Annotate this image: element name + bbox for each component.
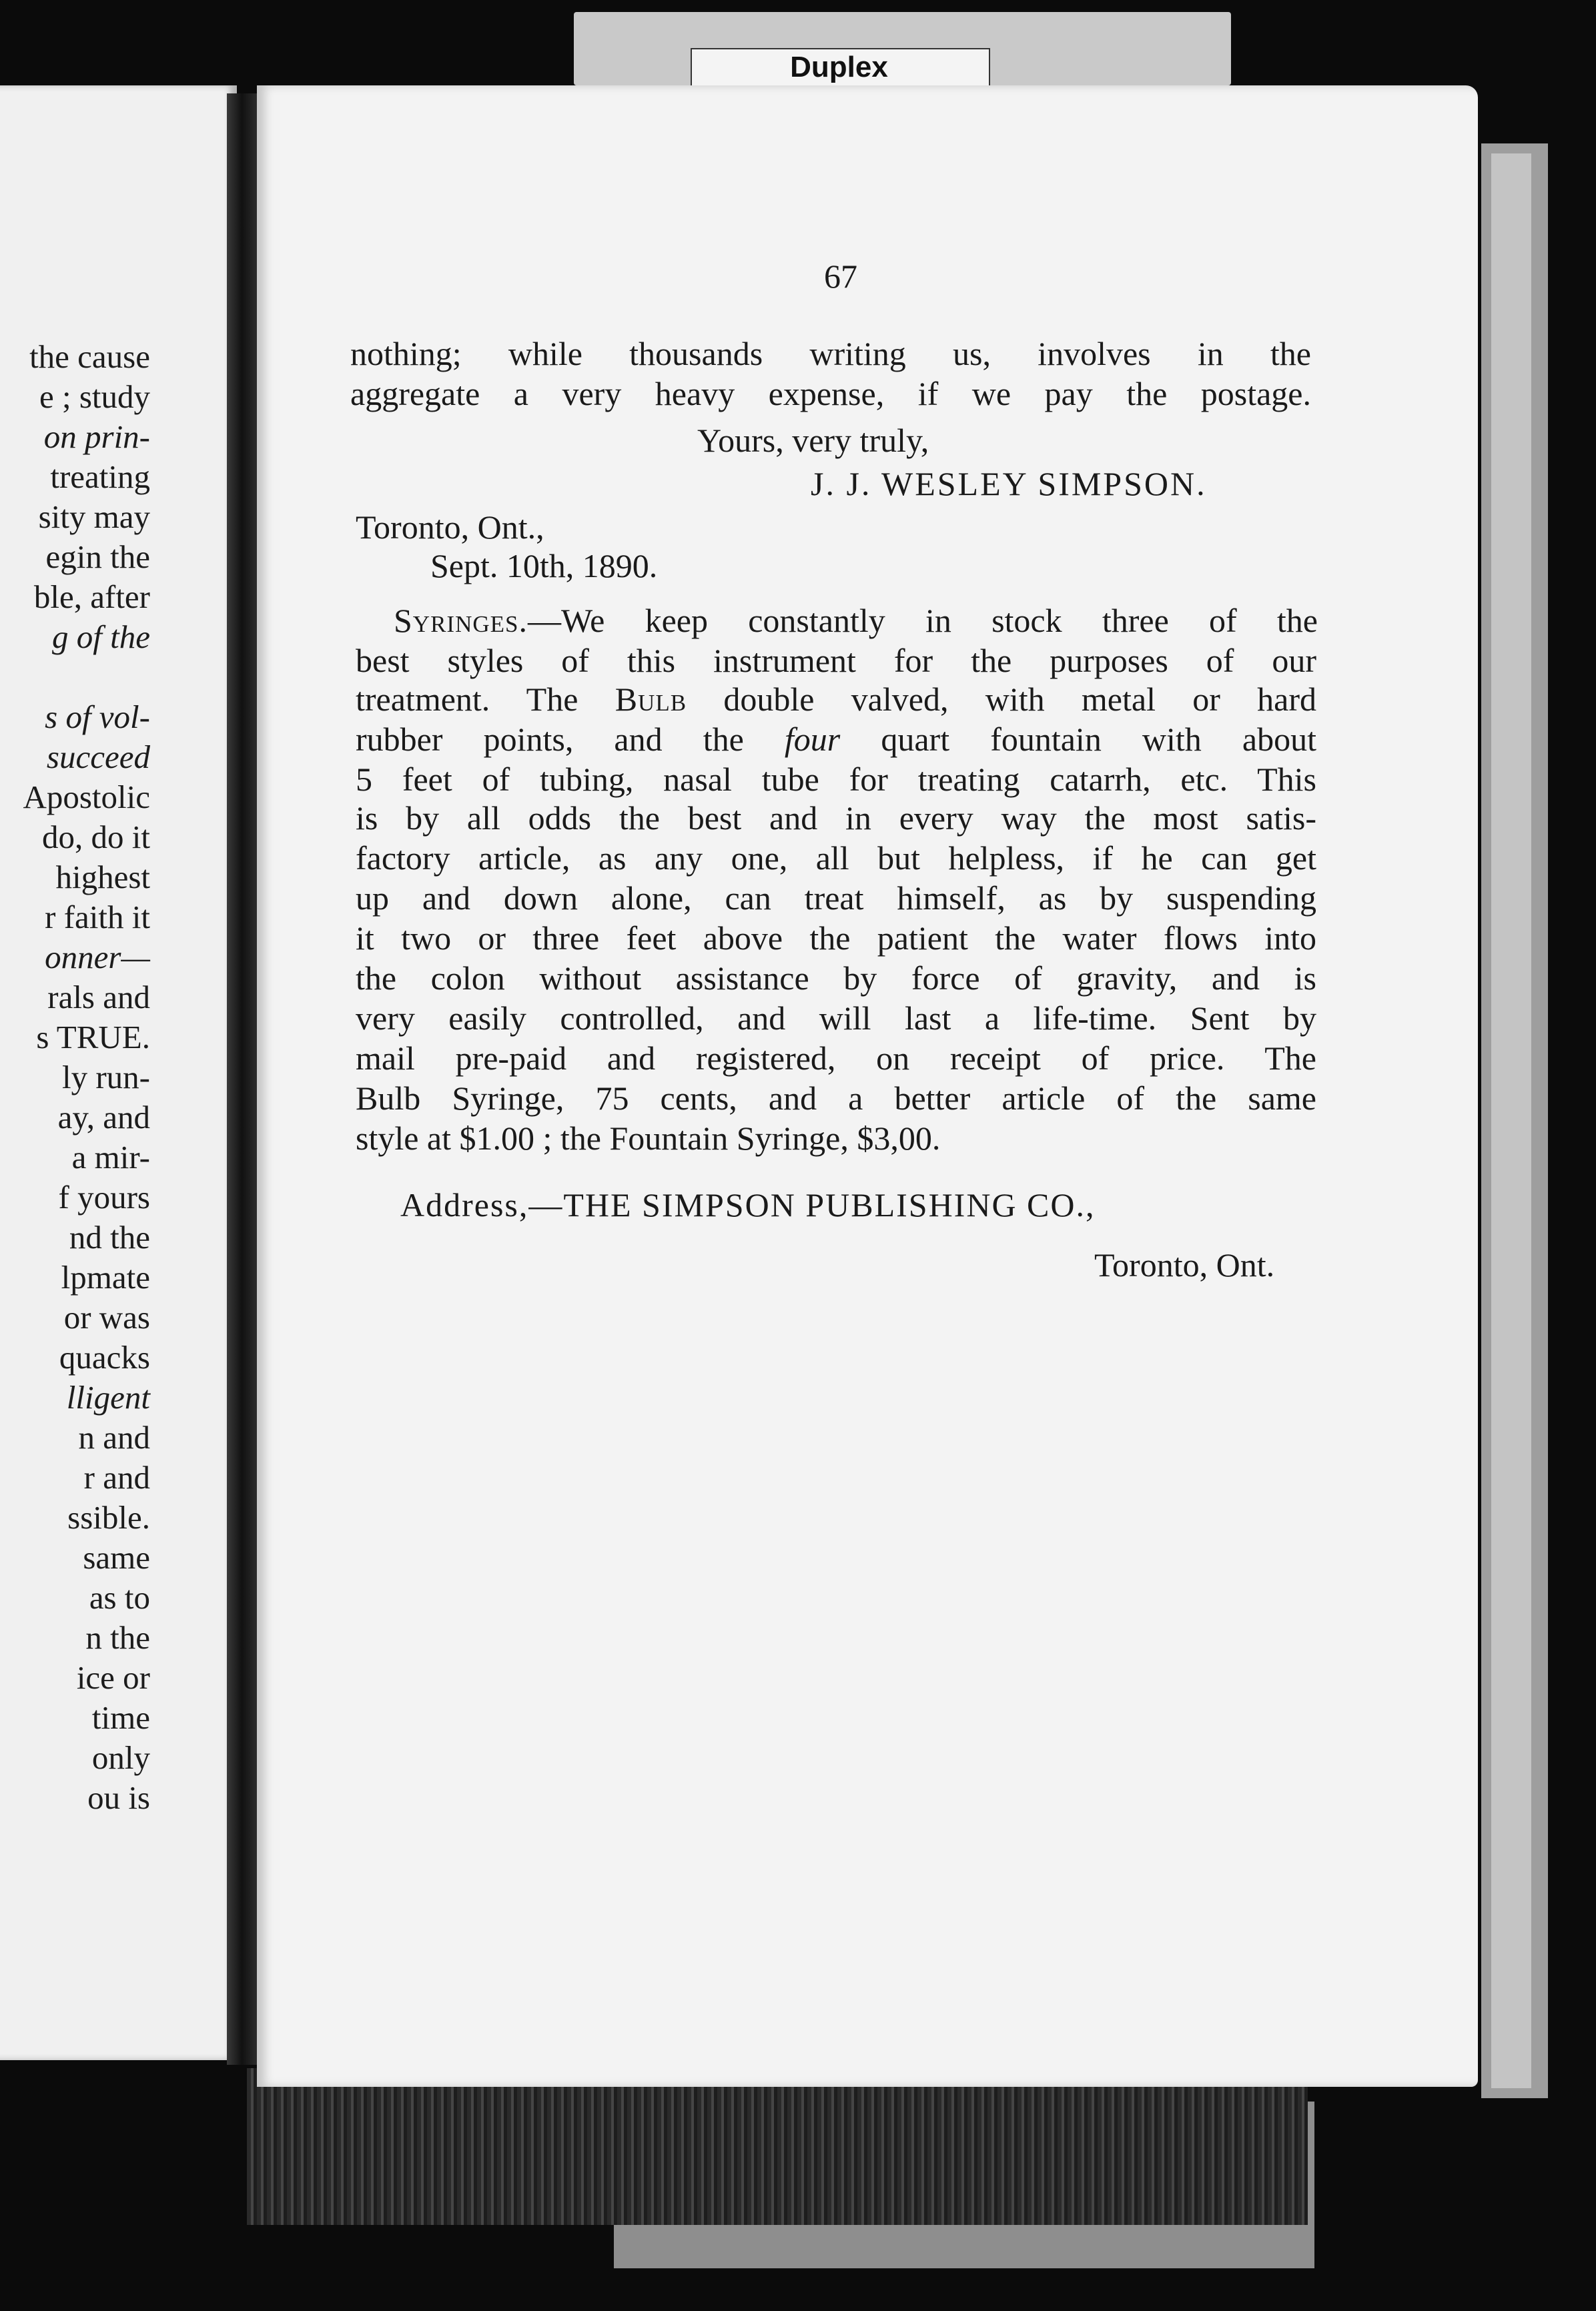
left-page-line: the cause — [29, 338, 150, 375]
left-page-line: succeed — [46, 739, 150, 775]
left-page-line: ay, and — [57, 1099, 150, 1135]
syringes-line-4: rubber points, and the four quart fountain with about — [356, 721, 1316, 758]
dateline-place: Toronto, Ont., — [356, 508, 544, 546]
left-page-line: highest — [55, 859, 150, 895]
left-page-line: quacks — [59, 1339, 150, 1376]
left-page-line: a mir- — [71, 1139, 150, 1176]
left-page-line: on prin- — [43, 418, 150, 455]
left-page-line: n the — [85, 1619, 150, 1656]
left-page-line: nd the — [69, 1219, 150, 1256]
left-page-line: r and — [83, 1459, 150, 1496]
syringes-line-5: 5 feet of tubing, nasal tube for treating catarrh, etc. This — [356, 761, 1316, 798]
left-page-line: as to — [89, 1579, 150, 1616]
left-page-line: do, do it — [42, 819, 150, 855]
syringes-line-3: treatment. The Bulb double valved, with metal or hard — [356, 680, 1317, 718]
left-page-line: only — [91, 1739, 150, 1776]
four-word: four — [784, 721, 841, 758]
syringes-line-12: mail pre-paid and registered, on receipt of price. The — [356, 1039, 1316, 1077]
left-page-text — [0, 337, 237, 1818]
book-gutter — [227, 93, 257, 2065]
left-page-line: Apostolic — [23, 779, 150, 815]
letter-line-2: aggregate a very heavy expense, if we pay the postage. — [350, 375, 1311, 412]
left-page-line: s TRUE. — [36, 1019, 150, 1055]
left-page-line: ly run- — [62, 1059, 150, 1095]
page-number: 67 — [824, 258, 857, 295]
bulb-word: Bulb — [615, 680, 687, 718]
left-page-line: g of the — [52, 618, 150, 655]
left-page-line: onner— — [45, 939, 150, 975]
left-page-line: lligent — [66, 1379, 150, 1416]
left-page-line: ou is — [87, 1779, 150, 1816]
left-page-line: time — [91, 1699, 150, 1736]
left-page-line: or was — [63, 1299, 150, 1336]
address-city: Toronto, Ont. — [1094, 1246, 1275, 1284]
left-page-line: ssible. — [67, 1499, 150, 1536]
left-page-line: r faith it — [45, 899, 150, 935]
left-page-line: ice or — [76, 1659, 150, 1696]
letter-salutation: Yours, very truly, — [697, 422, 929, 459]
left-page-line: treating — [50, 458, 150, 495]
syringes-heading: Syringes. — [394, 602, 528, 639]
syringes-line-9: it two or three feet above the patient the water flows into — [356, 919, 1316, 957]
syringes-line-14: style at $1.00 ; the Fountain Syringe, $3,00. — [356, 1119, 941, 1157]
address-line: Address,—THE SIMPSON PUBLISHING CO., — [400, 1186, 1096, 1224]
syringes-line-7: factory article, as any one, all but helpless, if he can get — [356, 839, 1316, 877]
book-cloth-binding — [247, 2068, 1308, 2225]
book-page-edges — [1491, 153, 1531, 2088]
left-page-line: lpmate — [61, 1259, 150, 1296]
letter-line-1: nothing; while thousands writing us, involves in the — [350, 335, 1311, 372]
syringes-line-13: Bulb Syringe, 75 cents, and a better article of the same — [356, 1079, 1316, 1117]
syringes-line-10: the colon without assistance by force of gravity, and is — [356, 959, 1316, 997]
tab-label: Duplex — [790, 51, 888, 83]
syringes-line-2: best styles of this instrument for the purposes of our — [356, 642, 1316, 679]
left-page-line: egin the — [45, 538, 150, 575]
syringes-line-1: Syringes.—We keep constantly in stock three of the — [394, 602, 1318, 639]
left-page-line: same — [83, 1539, 150, 1576]
left-page-line: ble, after — [33, 578, 150, 615]
left-page-line: sity may — [38, 498, 150, 535]
left-page-line: f yours — [58, 1179, 150, 1216]
syringes-line-6: is by all odds the best and in every way the most satis- — [356, 799, 1316, 837]
letter-signature: J. J. WESLEY SIMPSON. — [811, 465, 1207, 502]
left-page-line — [0, 657, 237, 697]
left-page-line: e ; study — [39, 378, 150, 415]
left-page-line: s of vol- — [45, 699, 150, 735]
syringes-line-11: very easily controlled, and will last a life-time. Sent by — [356, 999, 1316, 1037]
left-page-line: n and — [78, 1419, 150, 1456]
dateline-date: Sept. 10th, 1890. — [430, 547, 658, 584]
syringes-line-8: up and down alone, can treat himself, as by suspending — [356, 879, 1316, 917]
left-page-line: rals and — [47, 979, 150, 1015]
